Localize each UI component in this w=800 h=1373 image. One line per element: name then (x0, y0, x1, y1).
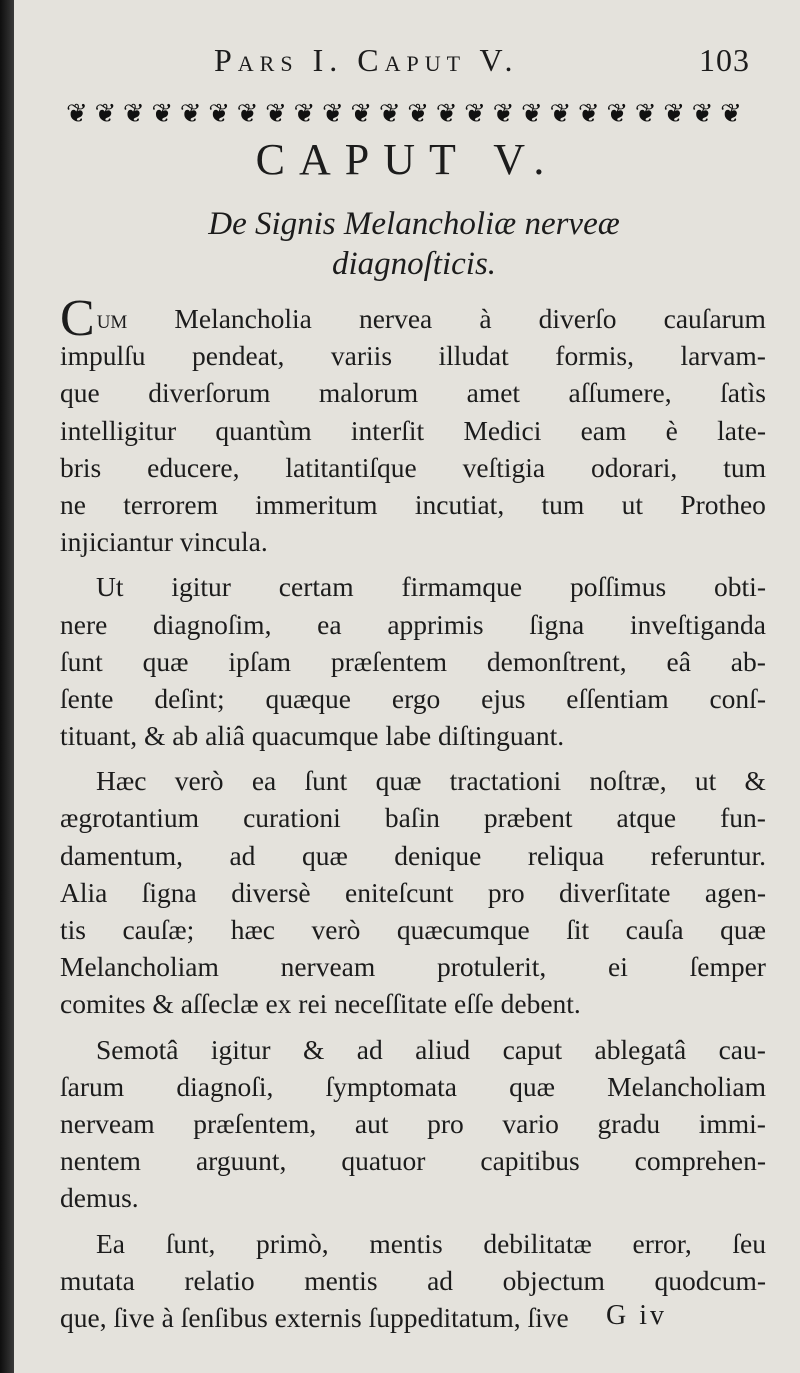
paragraph-gap (60, 1217, 766, 1225)
word: eniteſcunt (345, 876, 454, 908)
word: ad (427, 1264, 454, 1296)
text-line (60, 762, 766, 799)
word: quæ (375, 765, 422, 797)
word: ſuppeditatum, (368, 1301, 528, 1333)
word: ſunt, (165, 1227, 216, 1259)
word: aut (354, 1107, 389, 1139)
word: odorari, (591, 451, 678, 483)
word: interſit (350, 414, 425, 446)
paragraph (60, 762, 766, 1022)
word: certam (278, 571, 354, 603)
word: diagnoſim, (153, 608, 272, 640)
word: eſſe (454, 988, 501, 1020)
text-line (60, 374, 766, 411)
word: larvam- (680, 340, 766, 372)
word: cauſa (625, 914, 684, 945)
word: quæque (265, 682, 352, 714)
word: malorum (318, 377, 419, 409)
word: bris (60, 451, 102, 483)
word: primò, (256, 1227, 329, 1259)
word: nere (60, 608, 108, 640)
text-line (60, 717, 766, 754)
word: ſive (113, 1301, 162, 1333)
text-line (60, 1262, 766, 1299)
text-line (60, 985, 766, 1022)
text-line (60, 412, 766, 449)
word: agen- (704, 876, 766, 908)
fleuron-icon: ❦ (151, 99, 174, 128)
text-line (60, 874, 766, 911)
word: neceſſitate (334, 988, 455, 1020)
fleuron-icon: ❦ (179, 99, 202, 128)
paragraph (60, 1031, 766, 1217)
word: baſin (384, 802, 440, 834)
fleuron-icon: ❦ (549, 99, 572, 128)
word: ad (356, 1033, 383, 1065)
word: ſarum (60, 1070, 125, 1102)
word: ſente (60, 682, 114, 714)
word: comprehen- (634, 1145, 766, 1177)
word: ne (60, 488, 86, 520)
word: ablegatâ (594, 1033, 687, 1065)
word: tum (723, 451, 766, 483)
word: pro (427, 1107, 464, 1139)
word: diverſorum (148, 377, 271, 409)
word: ab- (730, 645, 766, 677)
word: que (60, 377, 100, 409)
fleuron-icon: ❦ (407, 99, 430, 128)
text-line (60, 1225, 766, 1262)
word: amet (466, 377, 521, 409)
fleuron-icon: ❦ (577, 99, 600, 128)
fleuron-icon: ❦ (435, 99, 458, 128)
text-line (60, 337, 766, 374)
word: Hæc (96, 765, 147, 797)
word: externis (274, 1301, 369, 1333)
text-line (60, 799, 766, 836)
word: ægrotantium (60, 802, 200, 834)
word: præbent (483, 802, 573, 834)
paragraph-gap (60, 754, 766, 762)
word: Ut (96, 571, 124, 603)
running-head (214, 42, 750, 86)
word: & (144, 720, 173, 752)
binding-shadow (0, 0, 14, 1373)
word: vincula. (179, 526, 268, 558)
fleuron-icon: ❦ (663, 99, 685, 128)
word: referuntur. (650, 839, 766, 871)
word: immeritum (255, 488, 378, 520)
word: atque (616, 802, 677, 834)
word: ergo (391, 682, 441, 714)
word: ab (172, 720, 206, 752)
word: ſeu (732, 1227, 766, 1259)
text-line (60, 643, 766, 680)
word: Melancholiam (60, 951, 219, 983)
word: ſigna (141, 876, 197, 908)
book-page (14, 0, 800, 1373)
word: quacumque (251, 720, 386, 752)
word: Ea (96, 1227, 126, 1259)
word: capitibus (480, 1145, 580, 1177)
fleuron-icon: ❦ (691, 99, 714, 128)
word: ejus (481, 682, 526, 714)
word: quæ (142, 645, 189, 677)
word: poſſimus (569, 571, 667, 603)
word: conſ- (709, 682, 766, 714)
word: verò (311, 914, 361, 945)
fleuron-icon: ❦ (492, 99, 515, 128)
text-line (60, 911, 766, 948)
word: præſentem, (193, 1107, 317, 1139)
word: nentem (60, 1145, 141, 1177)
paragraph (60, 300, 766, 560)
word: diverſitate (559, 876, 671, 908)
fleuron-icon: ❦ (350, 99, 373, 128)
word: nerveam (60, 1107, 155, 1139)
text-line (60, 1179, 766, 1216)
fleuron-icon: ❦ (464, 99, 486, 128)
word: Semotâ (96, 1033, 179, 1065)
paragraph (60, 568, 766, 754)
text-line (60, 680, 766, 717)
word: tractationi (449, 765, 562, 797)
word: aſſeclæ (180, 988, 266, 1020)
text-line (60, 568, 766, 605)
word: pendeat, (192, 340, 285, 372)
word: & (152, 988, 181, 1020)
word: incutiat, (414, 488, 505, 520)
text-line (60, 486, 766, 523)
word: relatio (184, 1264, 255, 1296)
text-line (60, 948, 766, 985)
word: diversè (231, 876, 311, 908)
word: igitur (171, 571, 231, 603)
word: terrorem (123, 488, 218, 520)
word: debilitatæ (483, 1227, 592, 1259)
word: à (479, 303, 492, 334)
word: Melancholia (174, 303, 312, 334)
word: tum (541, 488, 585, 520)
word: reliqua (527, 839, 605, 871)
word: hæc (230, 914, 276, 945)
paragraph-gap (60, 1023, 766, 1031)
chapter-subtitle-line-1: De Signis Melancholiæ nerveæ (208, 206, 620, 242)
fleuron-icon: ❦ (720, 99, 742, 128)
word: objectum (502, 1264, 605, 1296)
word: mentis (369, 1227, 443, 1259)
fleuron-icon: ❦ (378, 99, 401, 128)
word: eſſentiam (566, 682, 669, 714)
word: aliud (415, 1033, 471, 1065)
word: quæcumque (396, 914, 530, 945)
word: noſtræ, (589, 765, 667, 797)
word: cauſæ; (122, 914, 195, 945)
text-line (60, 449, 766, 486)
fleuron-icon: ❦ (606, 99, 629, 128)
word: ſenſibus (180, 1301, 275, 1333)
word: tituant, (60, 720, 145, 752)
word: è (665, 414, 678, 446)
word: ut (694, 765, 717, 797)
word: quæ (509, 1070, 555, 1102)
word: eâ (666, 645, 691, 677)
fleuron-icon: ❦ (634, 99, 657, 128)
text-line (60, 837, 766, 874)
word: error, (632, 1227, 692, 1259)
word: & (302, 1033, 325, 1065)
word: demonſtrent, (486, 645, 627, 677)
word: nervea (358, 303, 433, 334)
word: ſatìs (720, 377, 766, 409)
word: ad (229, 839, 256, 871)
text-line (60, 1031, 766, 1068)
word: inveſtiganda (630, 608, 766, 640)
word: Alia (60, 876, 108, 908)
word: tis (60, 914, 86, 945)
word: quæ (301, 839, 348, 871)
fleuron-icon: ❦ (521, 99, 543, 128)
word: ſemper (689, 951, 766, 983)
chapter-subtitle (84, 204, 744, 284)
word: firmamque (401, 571, 523, 603)
word: gradu (597, 1107, 661, 1139)
word: cau- (718, 1033, 766, 1065)
chapter-subtitle-line-2: diagnoſticis. (331, 246, 497, 282)
fleuron-icon: ❦ (236, 99, 259, 128)
word: ut (621, 488, 644, 520)
word: Melancholiam (607, 1070, 766, 1102)
small-caps-opening: um (96, 303, 128, 334)
word: Protheo (680, 488, 766, 520)
word: aſſumere, (568, 377, 672, 409)
word: apprimis (387, 608, 484, 640)
word: ſigna (529, 608, 585, 640)
word: ſit (566, 914, 590, 945)
word: injiciantur (60, 526, 180, 558)
word: fun- (720, 802, 766, 834)
word: ei (607, 951, 628, 983)
word: ex (265, 988, 299, 1020)
word: demus. (60, 1182, 139, 1214)
word: quantùm (215, 414, 312, 446)
word: educere, (147, 451, 240, 483)
word: variis (330, 340, 393, 372)
word: igitur (210, 1033, 271, 1065)
text-line (60, 1142, 766, 1179)
word: ſymptomata (325, 1070, 457, 1102)
word: late- (717, 414, 766, 446)
word: vario (502, 1107, 559, 1139)
word: labe (385, 720, 439, 752)
word: rei (298, 988, 335, 1020)
word: ſive (527, 1301, 569, 1333)
drop-cap: C (60, 300, 95, 338)
word: damentum, (60, 839, 183, 871)
fleuron-icon: ❦ (66, 99, 88, 128)
word: & (744, 765, 766, 797)
word: quatuor (341, 1145, 426, 1177)
word: immi- (698, 1107, 766, 1139)
word: que, (60, 1301, 114, 1333)
word: nerveam (280, 951, 376, 983)
word: mutata (60, 1264, 135, 1296)
word: cauſarum (663, 303, 766, 334)
word: quodcum- (654, 1264, 766, 1296)
text-line (60, 300, 766, 337)
text-line (60, 1105, 766, 1142)
page-number: 103 (699, 42, 750, 78)
word: ſunt (304, 765, 348, 797)
word: illudat (438, 340, 509, 372)
text-line (60, 606, 766, 643)
word: deſint; (154, 682, 225, 714)
word: Medici (463, 414, 542, 446)
word: aliâ (205, 720, 252, 752)
word: impulſu (60, 340, 146, 372)
word: veſtigia (462, 451, 546, 483)
word: debent. (500, 988, 581, 1020)
word: comites (60, 988, 153, 1020)
word: curationi (243, 802, 341, 834)
word: diſtinguant. (438, 720, 565, 752)
chapter-title: CAPUT V. (255, 135, 559, 184)
word: ſunt (60, 645, 103, 677)
word: diverſo (538, 303, 617, 334)
word: ipſam (228, 645, 292, 677)
signature-mark: G iv (606, 1300, 667, 1331)
word: formis, (555, 340, 634, 372)
word: ea (251, 765, 277, 797)
word: arguunt, (195, 1145, 287, 1177)
fleuron-ornament-band (66, 96, 742, 132)
fleuron-icon: ❦ (293, 99, 316, 128)
fleuron-icon: ❦ (122, 99, 145, 128)
word: protulerit, (437, 951, 547, 983)
fleuron-icon: ❦ (321, 99, 344, 128)
word: obti- (714, 571, 766, 603)
word: præſentem (330, 645, 447, 677)
fleuron-icon: ❦ (94, 99, 117, 128)
word: diagnoſi, (176, 1070, 274, 1102)
word: latitantiſque (285, 451, 417, 483)
word: pro (487, 876, 525, 908)
fleuron-icon: ❦ (208, 99, 230, 128)
word: denique (394, 839, 482, 871)
word: mentis (304, 1264, 378, 1296)
word: eam (580, 414, 627, 446)
word: caput (502, 1033, 563, 1065)
word: ea (317, 608, 342, 640)
text-line (60, 523, 766, 560)
word: quæ (720, 914, 766, 945)
word: intelligitur (60, 414, 177, 446)
running-head-title: Pars I. Caput V. (214, 42, 519, 78)
paragraph-gap (60, 560, 766, 568)
word: verò (174, 765, 224, 797)
body-text (60, 300, 766, 1336)
text-line (60, 1068, 766, 1105)
word: à (161, 1301, 181, 1333)
fleuron-icon: ❦ (265, 99, 287, 128)
